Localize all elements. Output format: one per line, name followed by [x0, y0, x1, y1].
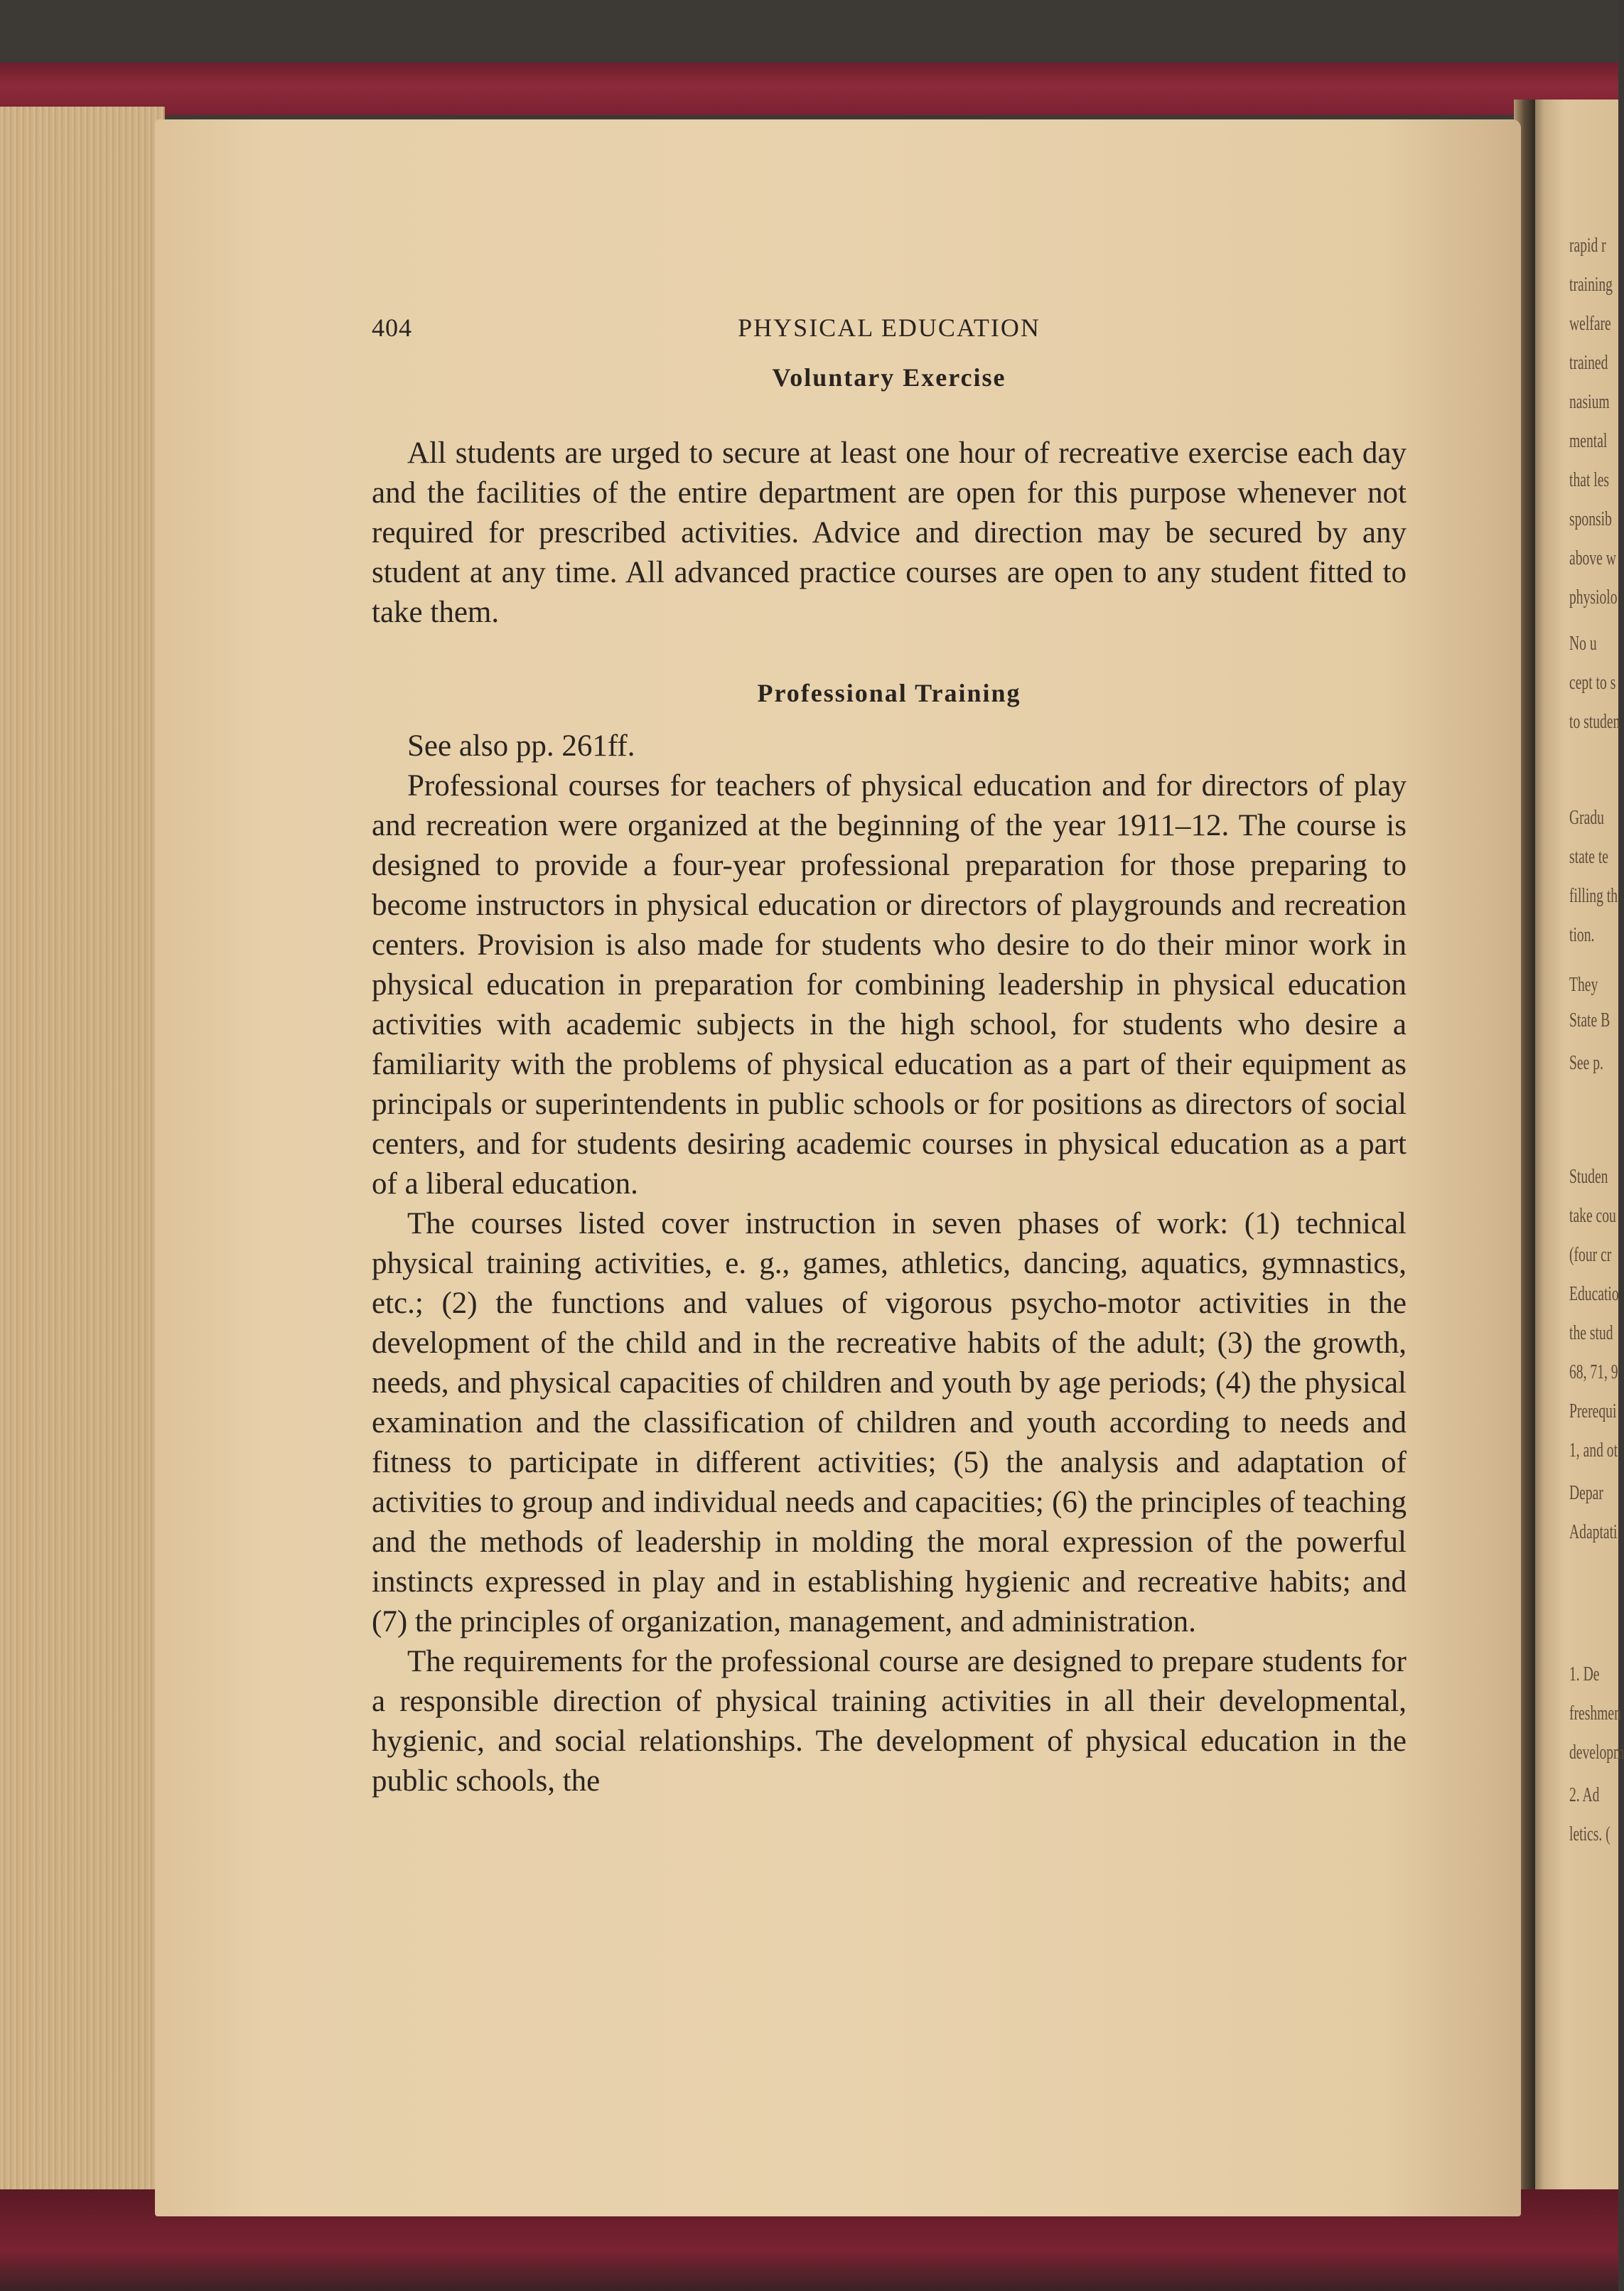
next-page-fragment: State B — [1569, 1009, 1610, 1031]
paragraph: Professional courses for teachers of physical education and for directors of play and recreation were organized at the beginning of the year 1911–12. The course is designed to provide a four-year professional preparation for those preparing to become instructors in physical education or directors of playgrounds and recreation centers. Provision is also made for students who desire to do their minor work in physical education in preparation for combining leadership in physical education activities with academic subjects in the high school, for students who desire a familiarity with the problems of physical education as a part of their equipment as principals or superintendents in public schools or for positions as directors of social centers, and for students desiring academic courses in physical education as a part of a liberal education. — [372, 769, 1407, 1201]
running-head — [372, 313, 1407, 355]
next-page-edge — [1528, 100, 1624, 2204]
section-heading-professional-training: Professional Training — [757, 679, 1021, 707]
next-page-fragment: See p. — [1569, 1052, 1603, 1074]
next-page-fragment: 1, and ot — [1569, 1439, 1618, 1461]
binding-top — [0, 63, 1618, 115]
next-page-fragment: Studen — [1569, 1166, 1608, 1188]
next-page-fragment: nasium — [1569, 391, 1610, 413]
paragraph: All students are urged to secure at least one hour of recreative exercise each day and the facilities of the entire department are open for this purpose whenever not required for prescribed activities. Advice and direction may be secured by any student at any time. All advanced practice courses are open to any student fitted to take them. — [372, 436, 1407, 629]
paragraph: See also pp. 261ff. — [407, 729, 635, 763]
next-page-fragment: freshmen — [1569, 1702, 1621, 1724]
next-page-fragment: tion. — [1569, 924, 1595, 946]
next-page-fragment: Prerequi — [1569, 1400, 1617, 1422]
next-page-fragment: rapid r — [1569, 235, 1606, 257]
paragraph: The requirements for the professional course are designed to prepare students for a responsible direction of physical training activities in all their developmental, hygienic, and social relationships. The development of physical education in the public schools, the — [372, 1645, 1407, 1798]
text-block — [372, 313, 1407, 1801]
next-page-fragment: training — [1569, 274, 1613, 296]
next-page-fragment: welfare — [1569, 313, 1611, 335]
next-page-fragment: Educatio — [1569, 1283, 1619, 1305]
next-page-fragment: 1. De — [1569, 1663, 1600, 1685]
next-page-fragment: sponsib — [1569, 508, 1612, 530]
next-page-fragment: to studen — [1569, 711, 1620, 733]
next-page-fragment: state te — [1569, 846, 1608, 868]
next-page-fragment: developm — [1569, 1742, 1624, 1764]
paragraph: The courses listed cover instruction in seven phases of work: (1) technical physical training activities, e. g., games, athletics, dancing, aquatics, gymnastics, etc.; (2) the functions and values of vigorous psycho-motor activities in the development of the child and in the recreative habits of the adult; (3) the growth, needs, and physical capacities of children and youth by age periods; (4) the physical examination and the classification of children and youth according to needs and fitness to participate in different activities; (5) the analysis and adaptation of activities to group and individual needs and capacities; (6) the principles of teaching and the methods of leadership in molding the moral expression of the powerful instincts expressed in play and in establishing hygienic and recreative habits; and (7) the principles of organization, management, and administration. — [372, 1207, 1407, 1638]
next-page-fragment: physiolo — [1569, 586, 1618, 608]
next-page-fragment: above w — [1569, 547, 1616, 569]
next-page-fragment: letics. ( — [1569, 1823, 1610, 1845]
next-page-fragment: mental — [1569, 430, 1608, 452]
next-page-fragment: 2. Ad — [1569, 1784, 1600, 1806]
next-page-fragment: take cou — [1569, 1205, 1616, 1227]
next-page-fragment: the stud — [1569, 1322, 1613, 1344]
running-title: PHYSICAL EDUCATION — [738, 313, 1040, 342]
next-page-fragment: They — [1569, 974, 1598, 996]
next-page-fragment: Adaptati — [1569, 1521, 1618, 1543]
next-page-fragment: Gradu — [1569, 807, 1604, 829]
section-heading-voluntary-exercise: Voluntary Exercise — [772, 363, 1006, 392]
next-page-fragment: filling th — [1569, 885, 1618, 907]
next-page-fragment: (four cr — [1569, 1244, 1612, 1266]
next-page-fragment: No u — [1569, 633, 1597, 655]
next-page-fragment: Depar — [1569, 1482, 1603, 1504]
next-page-fragment: cept to s — [1569, 672, 1616, 694]
page-number: 404 — [372, 313, 412, 342]
next-page-fragment: trained — [1569, 352, 1608, 374]
next-page-fragment: 68, 71, 9 — [1569, 1361, 1618, 1383]
page-edges — [0, 107, 165, 2232]
next-page-fragment: that les — [1569, 469, 1610, 491]
